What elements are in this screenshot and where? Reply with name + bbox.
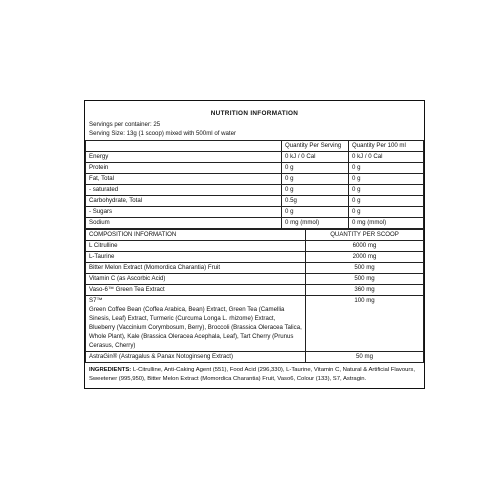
composition-ingredient: Vaso-6™ Green Tea Extract xyxy=(86,285,306,296)
nutrition-row xyxy=(86,185,424,196)
per-100ml-value: 0 g xyxy=(349,163,424,174)
composition-quantity: 6000 mg xyxy=(306,241,424,252)
composition-ingredient: L-Taurine xyxy=(86,252,306,263)
nutrient-name: Protein xyxy=(86,163,282,174)
composition-quantity: 500 mg xyxy=(306,274,424,285)
per-serving-value: 0 g xyxy=(282,163,349,174)
nutrition-row xyxy=(86,207,424,218)
per-serving-value: 0.5g xyxy=(282,196,349,207)
nutrient-name: Sodium xyxy=(86,218,282,229)
serving-size: Serving Size: 13g (1 scoop) mixed with 500ml of water xyxy=(89,130,236,137)
nutrient-name: Fat, Total xyxy=(86,174,282,185)
composition-row xyxy=(86,274,424,285)
per-100ml-value: 0 g xyxy=(349,207,424,218)
composition-header: COMPOSITION INFORMATION xyxy=(86,230,306,241)
nutrient-name: - Sugars xyxy=(86,207,282,218)
composition-ingredient: AstraGin® (Astragalus & Panax Notoginseng Extract) xyxy=(86,352,306,363)
per-100ml-value: 0 kJ / 0 Cal xyxy=(349,152,424,163)
nutrition-header-blank xyxy=(86,141,282,152)
nutrition-table xyxy=(85,140,424,229)
per-100ml-value: 0 mg (mmol) xyxy=(349,218,424,229)
nutrition-panel xyxy=(84,100,425,389)
composition-table xyxy=(85,229,424,363)
servings-per-container: Servings per container: 25 xyxy=(89,121,161,128)
ingredients-label: INGREDIENTS: xyxy=(89,367,132,373)
composition-row xyxy=(86,252,424,263)
nutrient-name: Energy xyxy=(86,152,282,163)
composition-quantity: 500 mg xyxy=(306,263,424,274)
composition-row xyxy=(86,241,424,252)
nutrient-name: Carbohydrate, Total xyxy=(86,196,282,207)
composition-row xyxy=(86,352,424,363)
header-per-100ml: Quantity Per 100 ml xyxy=(349,141,424,152)
composition-row xyxy=(86,285,424,296)
nutrition-row xyxy=(86,163,424,174)
per-serving-value: 0 g xyxy=(282,207,349,218)
per-serving-value: 0 g xyxy=(282,174,349,185)
composition-ingredient: Vitamin C (as Ascorbic Acid) xyxy=(86,274,306,285)
nutrition-row xyxy=(86,152,424,163)
nutrition-row xyxy=(86,218,424,229)
per-100ml-value: 0 g xyxy=(349,185,424,196)
header-per-serving: Quantity Per Serving xyxy=(282,141,349,152)
composition-row xyxy=(86,263,424,274)
nutrition-row xyxy=(86,196,424,207)
nutrient-name: - saturated xyxy=(86,185,282,196)
per-serving-value: 0 mg (mmol) xyxy=(282,218,349,229)
panel-title: NUTRITION INFORMATION xyxy=(210,110,299,117)
nutrition-header-row xyxy=(86,141,424,152)
ingredients-text: L-Citrulline, Anti-Caking Agent (551), Food Acid (296,330), L-Taurine, Vitamin C, Natural & Artificial Flavours, Sweetener (995,950), Bitter Melon Extract (Momordica Charantia) Fruit, Vaso6, Colour (133), S7, Astragin. xyxy=(89,367,415,382)
composition-header-row xyxy=(86,230,424,241)
composition-ingredient: Bitter Melon Extract (Momordica Charantia) Fruit xyxy=(86,263,306,274)
quantity-per-scoop-header: QUANTITY PER SCOOP xyxy=(306,230,424,241)
per-serving-value: 0 kJ / 0 Cal xyxy=(282,152,349,163)
composition-row xyxy=(86,296,424,352)
composition-ingredient: L Citrulline xyxy=(86,241,306,252)
composition-quantity: 2000 mg xyxy=(306,252,424,263)
composition-ingredient: S7™ Green Coffee Bean (Coffea Arabica, Bean) Extract, Green Tea (Camellia Sinesis, Leaf) Extract, Turmeric (Curcuma Longa L. rhizome) Extract, Blueberry (Vaccinium Corymbosum, Berry), Broccoli (Brassica Oleracea Talica, Whole Plant), Kale (Brassica Oleracea Acephala, Leaf), Tart Cherry (Prunus Cerasus, Cherry) xyxy=(86,296,306,352)
nutrition-row xyxy=(86,174,424,185)
ingredients-statement xyxy=(85,363,424,388)
per-100ml-value: 0 g xyxy=(349,196,424,207)
per-serving-value: 0 g xyxy=(282,185,349,196)
per-100ml-value: 0 g xyxy=(349,174,424,185)
composition-quantity: 100 mg xyxy=(306,296,424,352)
composition-quantity: 50 mg xyxy=(306,352,424,363)
composition-quantity: 360 mg xyxy=(306,285,424,296)
